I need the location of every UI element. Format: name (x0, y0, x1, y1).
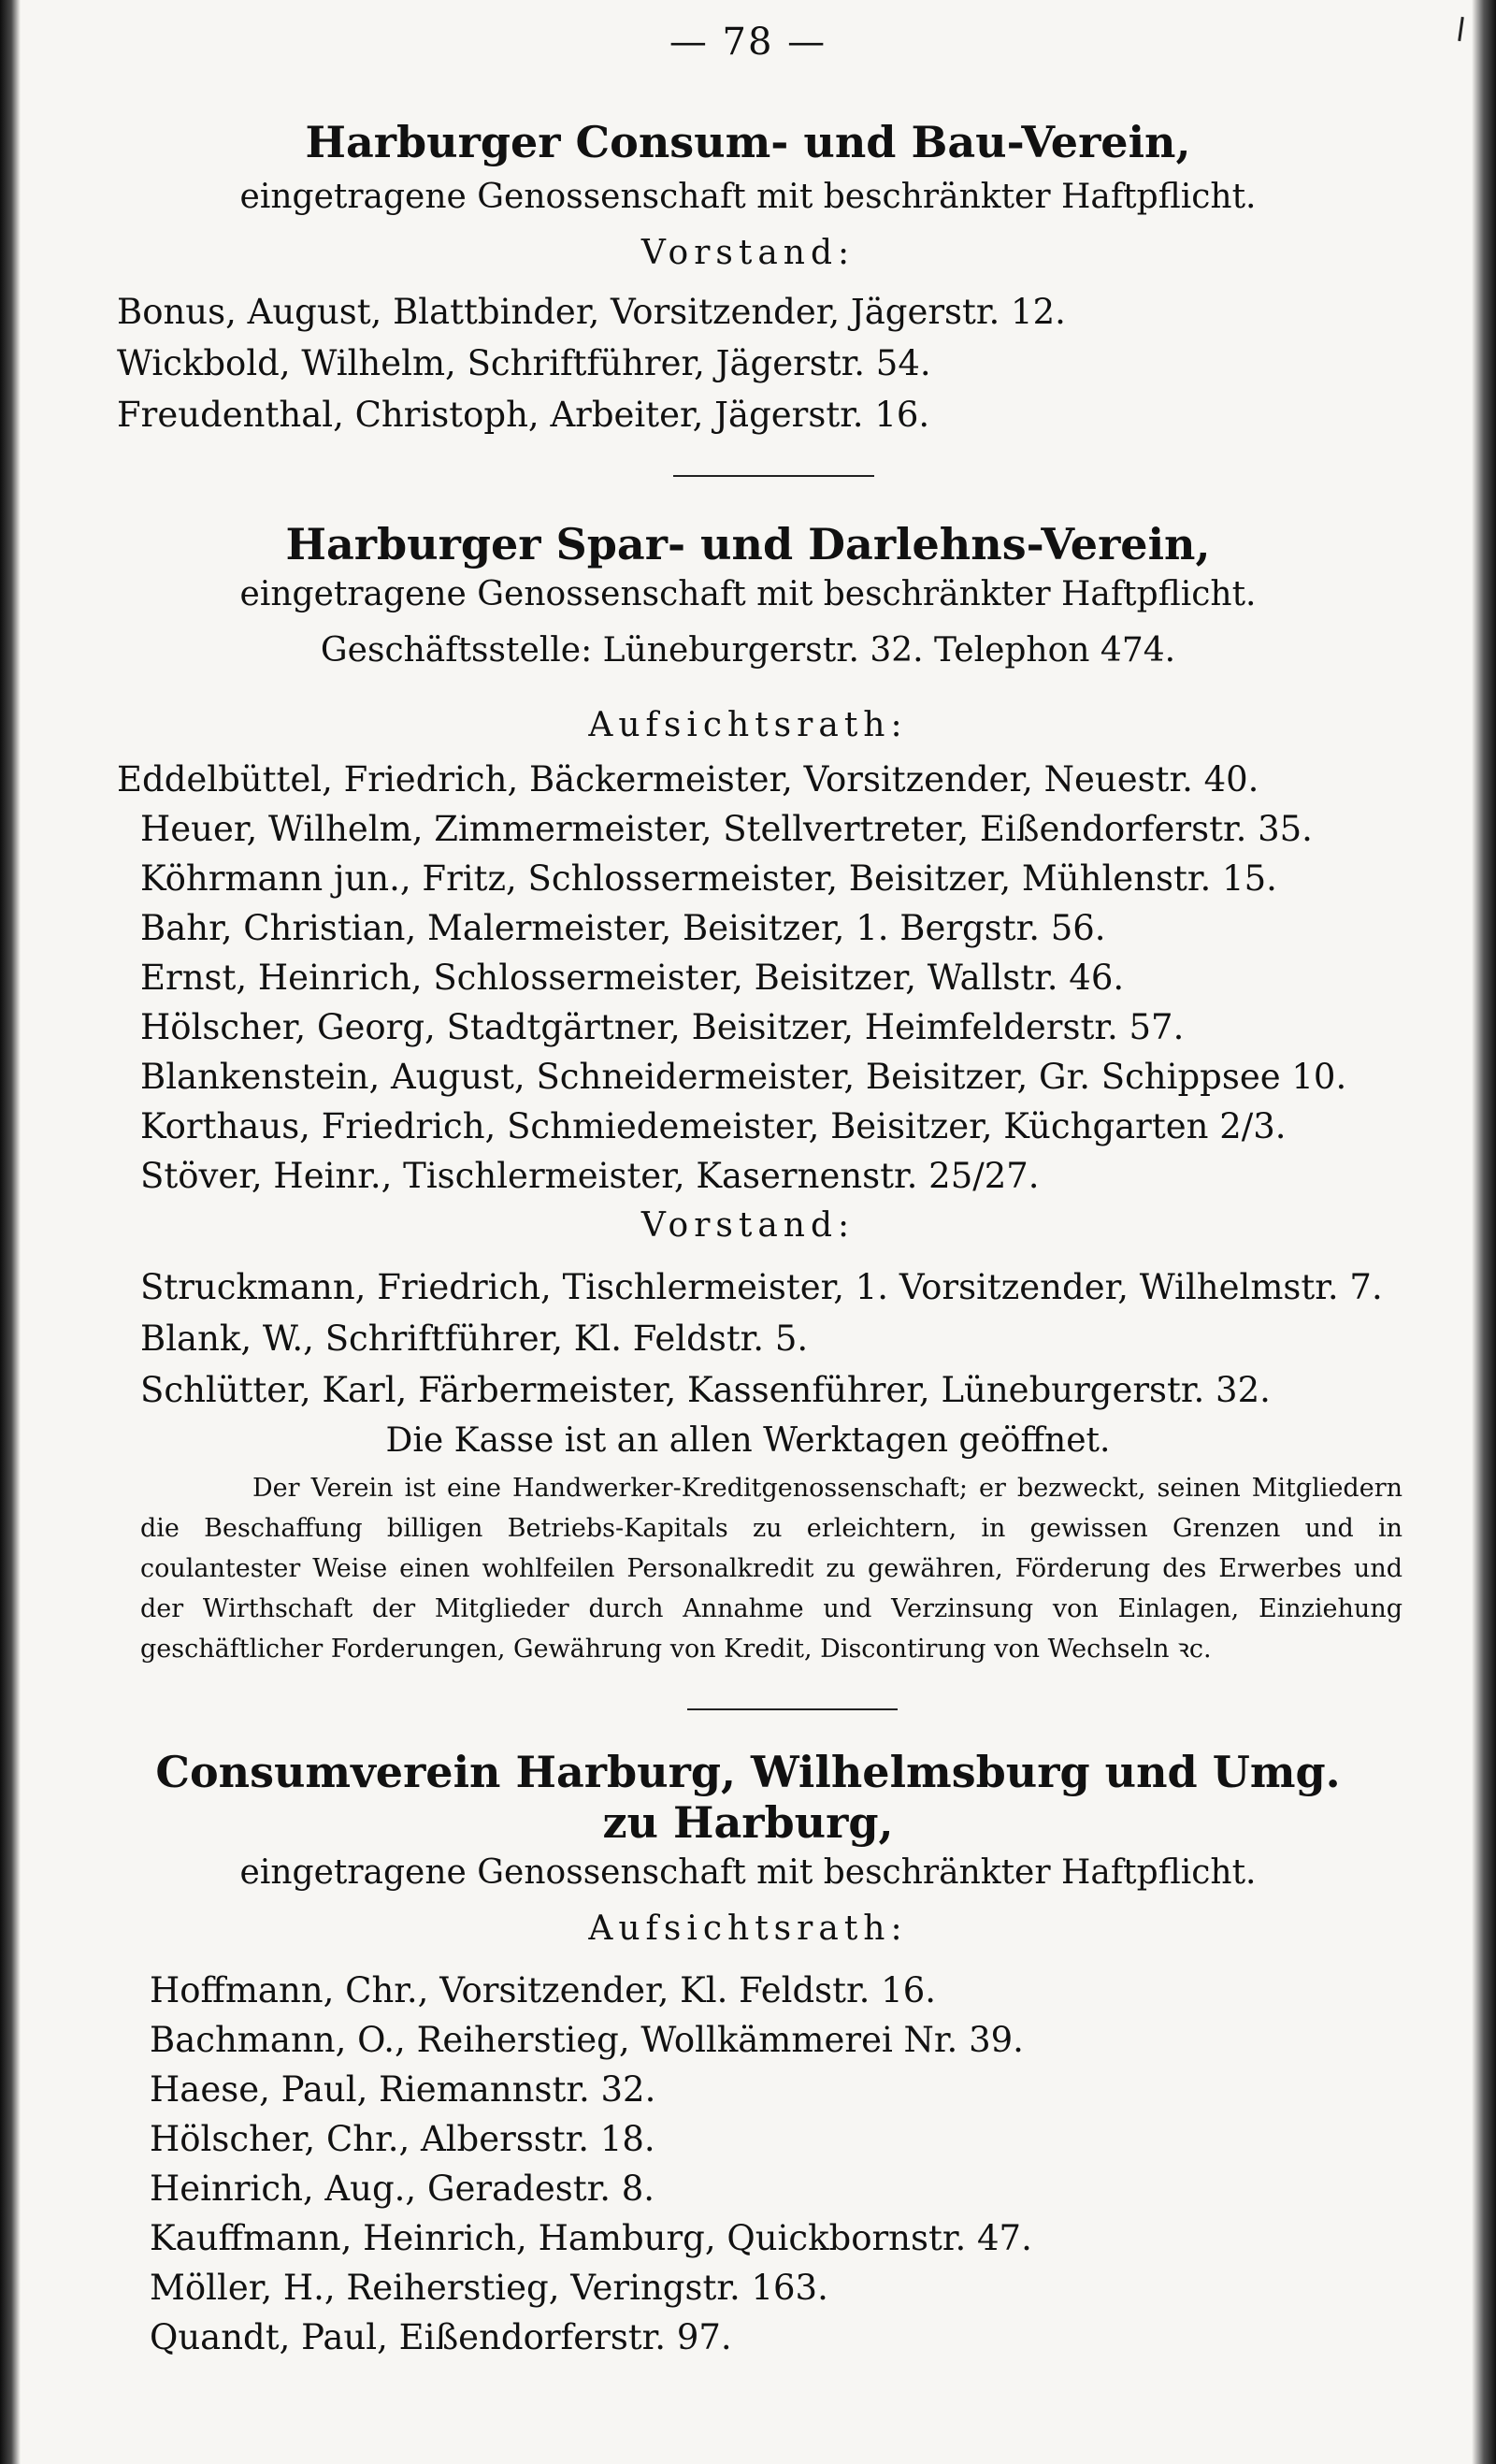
section3-aufsichtsrath-entry: Quandt, Paul, Eißendorferstr. 97. (150, 2317, 732, 2357)
section1-vorstand-heading: Vorstand: (640, 234, 856, 272)
section3-title-line2: zu Harburg, (602, 1797, 894, 1848)
section2-kasse: Die Kasse ist an allen Werktagen geöffnet. (385, 1421, 1111, 1460)
section2-aufsichtsrath-entry: Blankenstein, August, Schneidermeister, Beisitzer, Gr. Schippsee 10. (140, 1057, 1347, 1097)
section2-vorstand-entry: Blank, W., Schriftführer, Kl. Feldstr. 5. (140, 1318, 809, 1359)
section1-title: Harburger Consum- und Bau-Verein, (305, 117, 1191, 167)
section-divider (687, 1708, 898, 1710)
section1-vorstand-entry: Bonus, August, Blattbinder, Vorsitzender, Jägerstr. 12. (117, 292, 1066, 332)
section2-aufsichtsrath-entry: Eddelbüttel, Friedrich, Bäckermeister, Vorsitzender, Neuestr. 40. (117, 759, 1259, 800)
section3-aufsichtsrath-entry: Haese, Paul, Riemannstr. 32. (150, 2069, 656, 2110)
section2-aufsichtsrath-entry: Heuer, Wilhelm, Zimmermeister, Stellvertreter, Eißendorferstr. 35. (140, 809, 1313, 849)
section1-subtitle: eingetragene Genossenschaft mit beschränkter Haftpflicht. (239, 178, 1257, 216)
page-number: — 78 — (669, 21, 827, 64)
section2-vorstand-entry: Struckmann, Friedrich, Tischlermeister, 1. Vorsitzender, Wilhelmstr. 7. (140, 1267, 1383, 1307)
section3-aufsichtsrath-entry: Bachmann, O., Reiherstieg, Wollkämmerei Nr. 39. (150, 2020, 1024, 2060)
section2-aufsichtsrath-entry: Bahr, Christian, Malermeister, Beisitzer, 1. Bergstr. 56. (140, 908, 1106, 948)
section3-aufsichtsrath-heading: Aufsichtsrath: (588, 1909, 908, 1948)
section3-aufsichtsrath-entry: Hölscher, Chr., Albersstr. 18. (150, 2119, 655, 2159)
section1-vorstand-entry: Wickbold, Wilhelm, Schriftführer, Jägerstr. 54. (117, 343, 931, 383)
section3-subtitle: eingetragene Genossenschaft mit beschränkter Haftpflicht. (239, 1853, 1257, 1892)
section3-title: Consumverein Harburg, Wilhelmsburg und Umg. (155, 1747, 1341, 1797)
section3-aufsichtsrath-entry: Möller, H., Reiherstieg, Veringstr. 163. (150, 2268, 828, 2308)
section2-aufsichtsrath-entry: Stöver, Heinr., Tischlermeister, Kasernenstr. 25/27. (140, 1156, 1040, 1196)
section2-vorstand-heading: Vorstand: (640, 1206, 856, 1245)
section2-aufsichtsrath-entry: Korthaus, Friedrich, Schmiedemeister, Beisitzer, Küchgarten 2/3. (140, 1106, 1287, 1146)
section2-aufsichtsrath-entry: Hölscher, Georg, Stadtgärtner, Beisitzer, Heimfelderstr. 57. (140, 1007, 1185, 1047)
section2-vorstand-entry: Schlütter, Karl, Färbermeister, Kassenführer, Lüneburgerstr. 32. (140, 1370, 1271, 1410)
section1-vorstand-entry: Freudenthal, Christoph, Arbeiter, Jägerstr. 16. (117, 395, 930, 435)
section2-aufsichtsrath-heading: Aufsichtsrath: (588, 706, 908, 744)
section2-subtitle: eingetragene Genossenschaft mit beschränkter Haftpflicht. (239, 575, 1257, 613)
section2-office: Geschäftsstelle: Lüneburgerstr. 32. Telephon 474. (320, 631, 1176, 670)
section2-title: Harburger Spar- und Darlehns-Verein, (285, 519, 1211, 569)
section3-aufsichtsrath-entry: Heinrich, Aug., Geradestr. 8. (150, 2169, 655, 2209)
section2-aufsichtsrath-entry: Köhrmann jun., Fritz, Schlossermeister, Beisitzer, Mühlenstr. 15. (140, 858, 1277, 899)
section3-aufsichtsrath-entry: Hoffmann, Chr., Vorsitzender, Kl. Feldstr. 16. (150, 1970, 937, 2010)
section3-aufsichtsrath-entry: Kauffmann, Heinrich, Hamburg, Quickbornstr. 47. (150, 2218, 1032, 2258)
section2-note: Der Verein ist eine Handwerker-Kreditgenossenschaft; er bezweckt, seinen Mitgliedern die Beschaffung billigen Betriebs-Kapitals zu erleichtern, in gewissen Grenzen und in coulantester Weise einen wohlfeilen Personalkredit zu gewähren, Förderung des Erwerbes und der Wirthschaft der Mitglieder durch Annahme und Verzinsung von Einlagen, Einziehung geschäftlicher Forderungen, Gewährung von Kredit, Discontirung von Wechseln ꝛc. (140, 1474, 1402, 1664)
section2-aufsichtsrath-entry: Ernst, Heinrich, Schlossermeister, Beisitzer, Wallstr. 46. (140, 958, 1125, 998)
section-divider (673, 475, 874, 477)
